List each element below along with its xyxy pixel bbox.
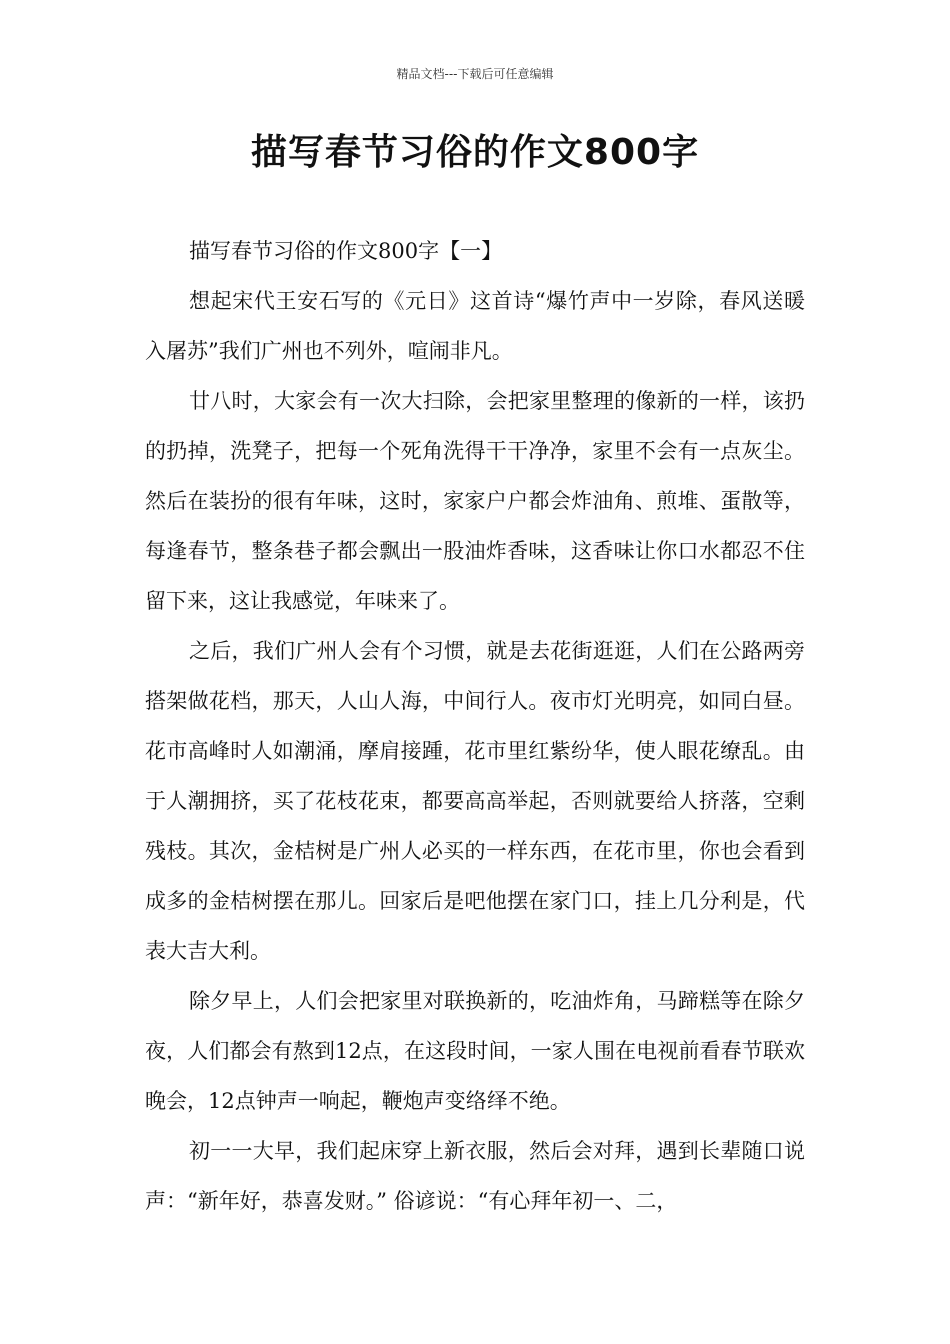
document-body [145,226,805,1226]
document-title: 描写春节习俗的作文800字 [250,132,700,173]
paragraph: 初一一大早，我们起床穿上新衣服，然后会对拜，遇到长辈随口说声：“新年好，恭喜发财。” 俗谚说：“有心拜年初一、二， [145,1139,805,1213]
paragraph: 想起宋代王安石写的《元日》这首诗“爆竹声中一岁除，春风送暖入屠苏”我们广州也不列外，喧闹非凡。 [145,289,805,363]
page-header: 精品文档---下载后可任意编辑 [396,67,554,81]
paragraph-subtitle: 描写春节习俗的作文800字【一】 [189,239,503,263]
paragraph: 除夕早上，人们会把家里对联换新的，吃油炸角，马蹄糕等在除夕夜，人们都会有熬到12点，在这段时间，一家人围在电视前看春节联欢晚会，12点钟声一响起，鞭炮声变络绎不绝。 [145,989,805,1113]
paragraph: 廿八时，大家会有一次大扫除，会把家里整理的像新的一样，该扔的扔掉，洗凳子，把每一个死角洗得干干净净，家里不会有一点灰尘。然后在装扮的很有年味，这时，家家户户都会炸油角、煎堆、蛋散等，每逢春节，整条巷子都会飘出一股油炸香味，这香味让你口水都忍不住留下来，这让我感觉，年味来了。 [145,389,805,613]
paragraph: 之后，我们广州人会有个习惯，就是去花街逛逛，人们在公路两旁搭架做花档，那天，人山人海，中间行人。夜市灯光明亮，如同白昼。花市高峰时人如潮涌，摩肩接踵，花市里红紫纷华，使人眼花缭乱。由于人潮拥挤，买了花枝花束，都要高高举起，否则就要给人挤落，空剩残枝。其次，金桔树是广州人必买的一样东西，在花市里，你也会看到成多的金桔树摆在那儿。回家后是吧他摆在家门口，挂上几分利是，代表大吉大利。 [145,639,805,963]
